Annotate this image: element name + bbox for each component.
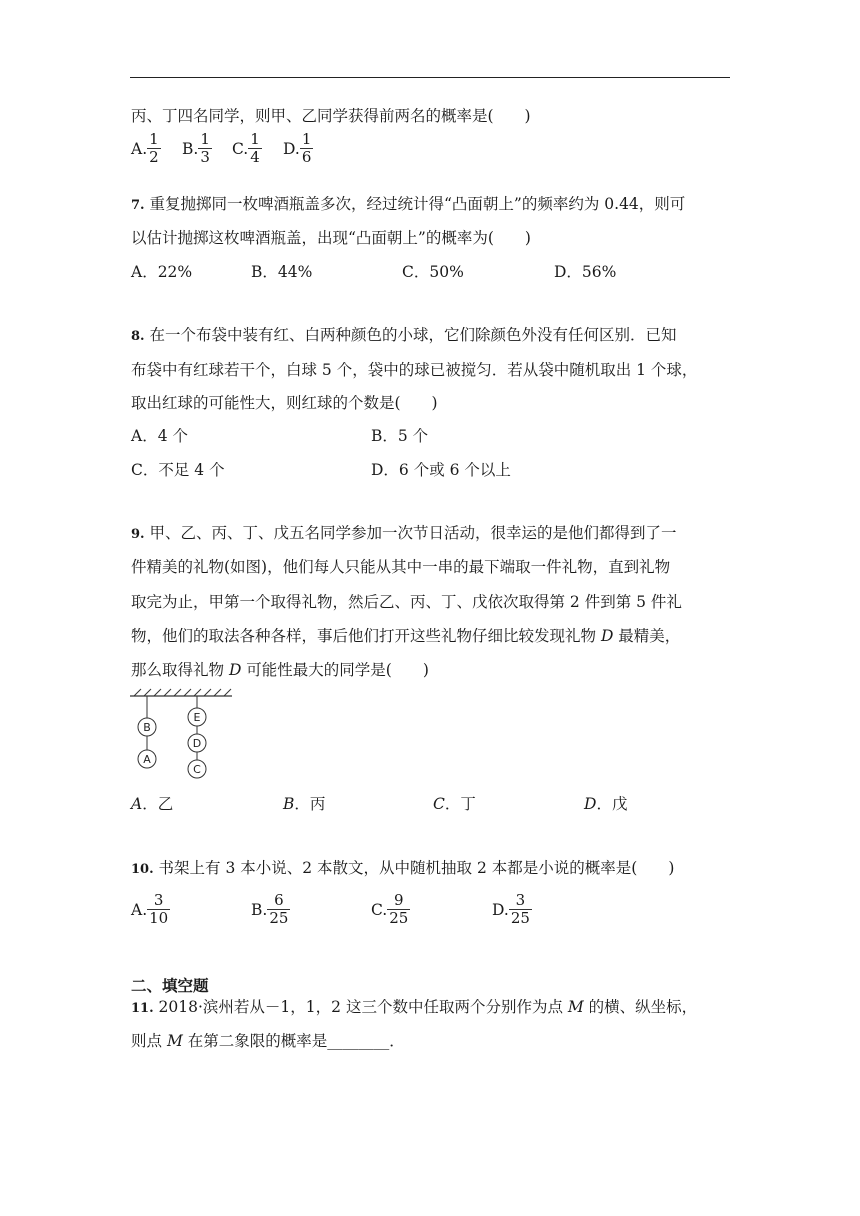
q9-text-line3: 取完为止，甲第一个取得礼物，然后乙、丙、丁、戊依次取得第 2 件到第 5 件礼 [131,593,682,611]
q6-text: 丙、丁四名同学，则甲、乙同学获得前两名的概率是( ) [131,107,531,125]
fraction: $\frac{6}{25}$ [269,891,289,927]
fraction: $\frac{9}{25}$ [389,891,409,927]
q6-option-d: D. $\frac{1}{6}$ [283,130,312,166]
q9-option-b: B．丙 [283,795,326,813]
q9-text-line5: 那么取得礼物 D 可能性最大的同学是( ) [131,661,429,679]
q8-text-line2: 布袋中有红球若干个，白球 5 个，袋中的球已被搅匀．若从袋中随机取出 1 个球， [131,361,698,379]
q9-text-line2: 件精美的礼物(如图)，他们每人只能从其中一串的最下端取一件礼物，直到礼物 [131,558,671,576]
gift-label-e: E [193,711,201,724]
q10-option-d: D. $\frac{3}{25}$ [492,891,530,927]
fraction: $\frac{1}{6}$ [301,130,312,166]
fraction: $\frac{1}{2}$ [149,130,159,166]
q11-text-line2: 则点 M 在第二象限的概率是________． [131,1032,405,1050]
fraction: $\frac{3}{10}$ [149,891,169,927]
q9-option-c: C．丁 [433,795,476,813]
q7-text-line1: 7. 重复抛掷同一枚啤酒瓶盖多次，经过统计得“凸面朝上”的频率约为 0.44，则可 [131,195,686,213]
q9-text-line1: 9. 甲、乙、丙、丁、戊五名同学参加一次节日活动，很幸运的是他们都得到了一 [131,524,677,542]
q8-option-a: A．4 个 [131,427,188,445]
q8-option-c: C．不足 4 个 [131,461,225,479]
q6-option-a: A. $\frac{1}{2}$ [131,130,159,166]
q7-option-a: A．22% [131,263,193,281]
q10-text: 10. 书架上有 3 本小说、2 本散文，从中随机抽取 2 本都是小说的概率是( ) [131,859,675,877]
q10-option-b: B. $\frac{6}{25}$ [251,891,289,927]
q8-option-d: D．6 个或 6 个以上 [371,461,511,479]
q7-option-d: D．56% [554,263,617,281]
q8-text-line1: 8. 在一个布袋中装有红、白两种颜色的小球，它们除颜色外没有任何区别．已知 [131,326,677,344]
q9-text-line4: 物，他们的取法各种各样，事后他们打开这些礼物仔细比较发现礼物 D 最精美， [131,627,681,645]
q11-text-line1: 11. 2018·滨州若从－1，1，2 这三个数中任取两个分别作为点 M 的横、纵坐标， [131,998,698,1016]
gift-label-d: D [192,737,202,750]
q10-option-a: A. $\frac{3}{10}$ [131,891,169,927]
gift-label-b: B [143,721,151,734]
q7-option-c: C．50% [402,263,464,281]
q9-option-a: A．乙 [131,795,174,813]
q7-option-b: B．44% [251,263,313,281]
fraction: $\frac{1}{3}$ [200,130,210,166]
header-rule [130,77,730,78]
q8-option-b: B．5 个 [371,427,429,445]
gift-strings-figure [128,688,238,784]
gift-label-a: A [143,753,151,766]
q6-option-c: C. $\frac{1}{4}$ [232,130,260,166]
q9-option-d: D．戊 [584,795,628,813]
section-title: 二、填空题 [131,977,209,995]
q7-text-line2: 以估计抛掷这枚啤酒瓶盖，出现“凸面朝上”的概率为( ) [131,229,531,247]
fraction: $\frac{1}{4}$ [250,130,260,166]
q6-option-b: B. $\frac{1}{3}$ [182,130,210,166]
gift-label-c: C [193,763,201,776]
q8-text-line3: 取出红球的可能性大，则红球的个数是( ) [131,394,438,412]
q10-option-c: C. $\frac{9}{25}$ [371,891,409,927]
fraction: $\frac{3}{25}$ [510,891,530,927]
